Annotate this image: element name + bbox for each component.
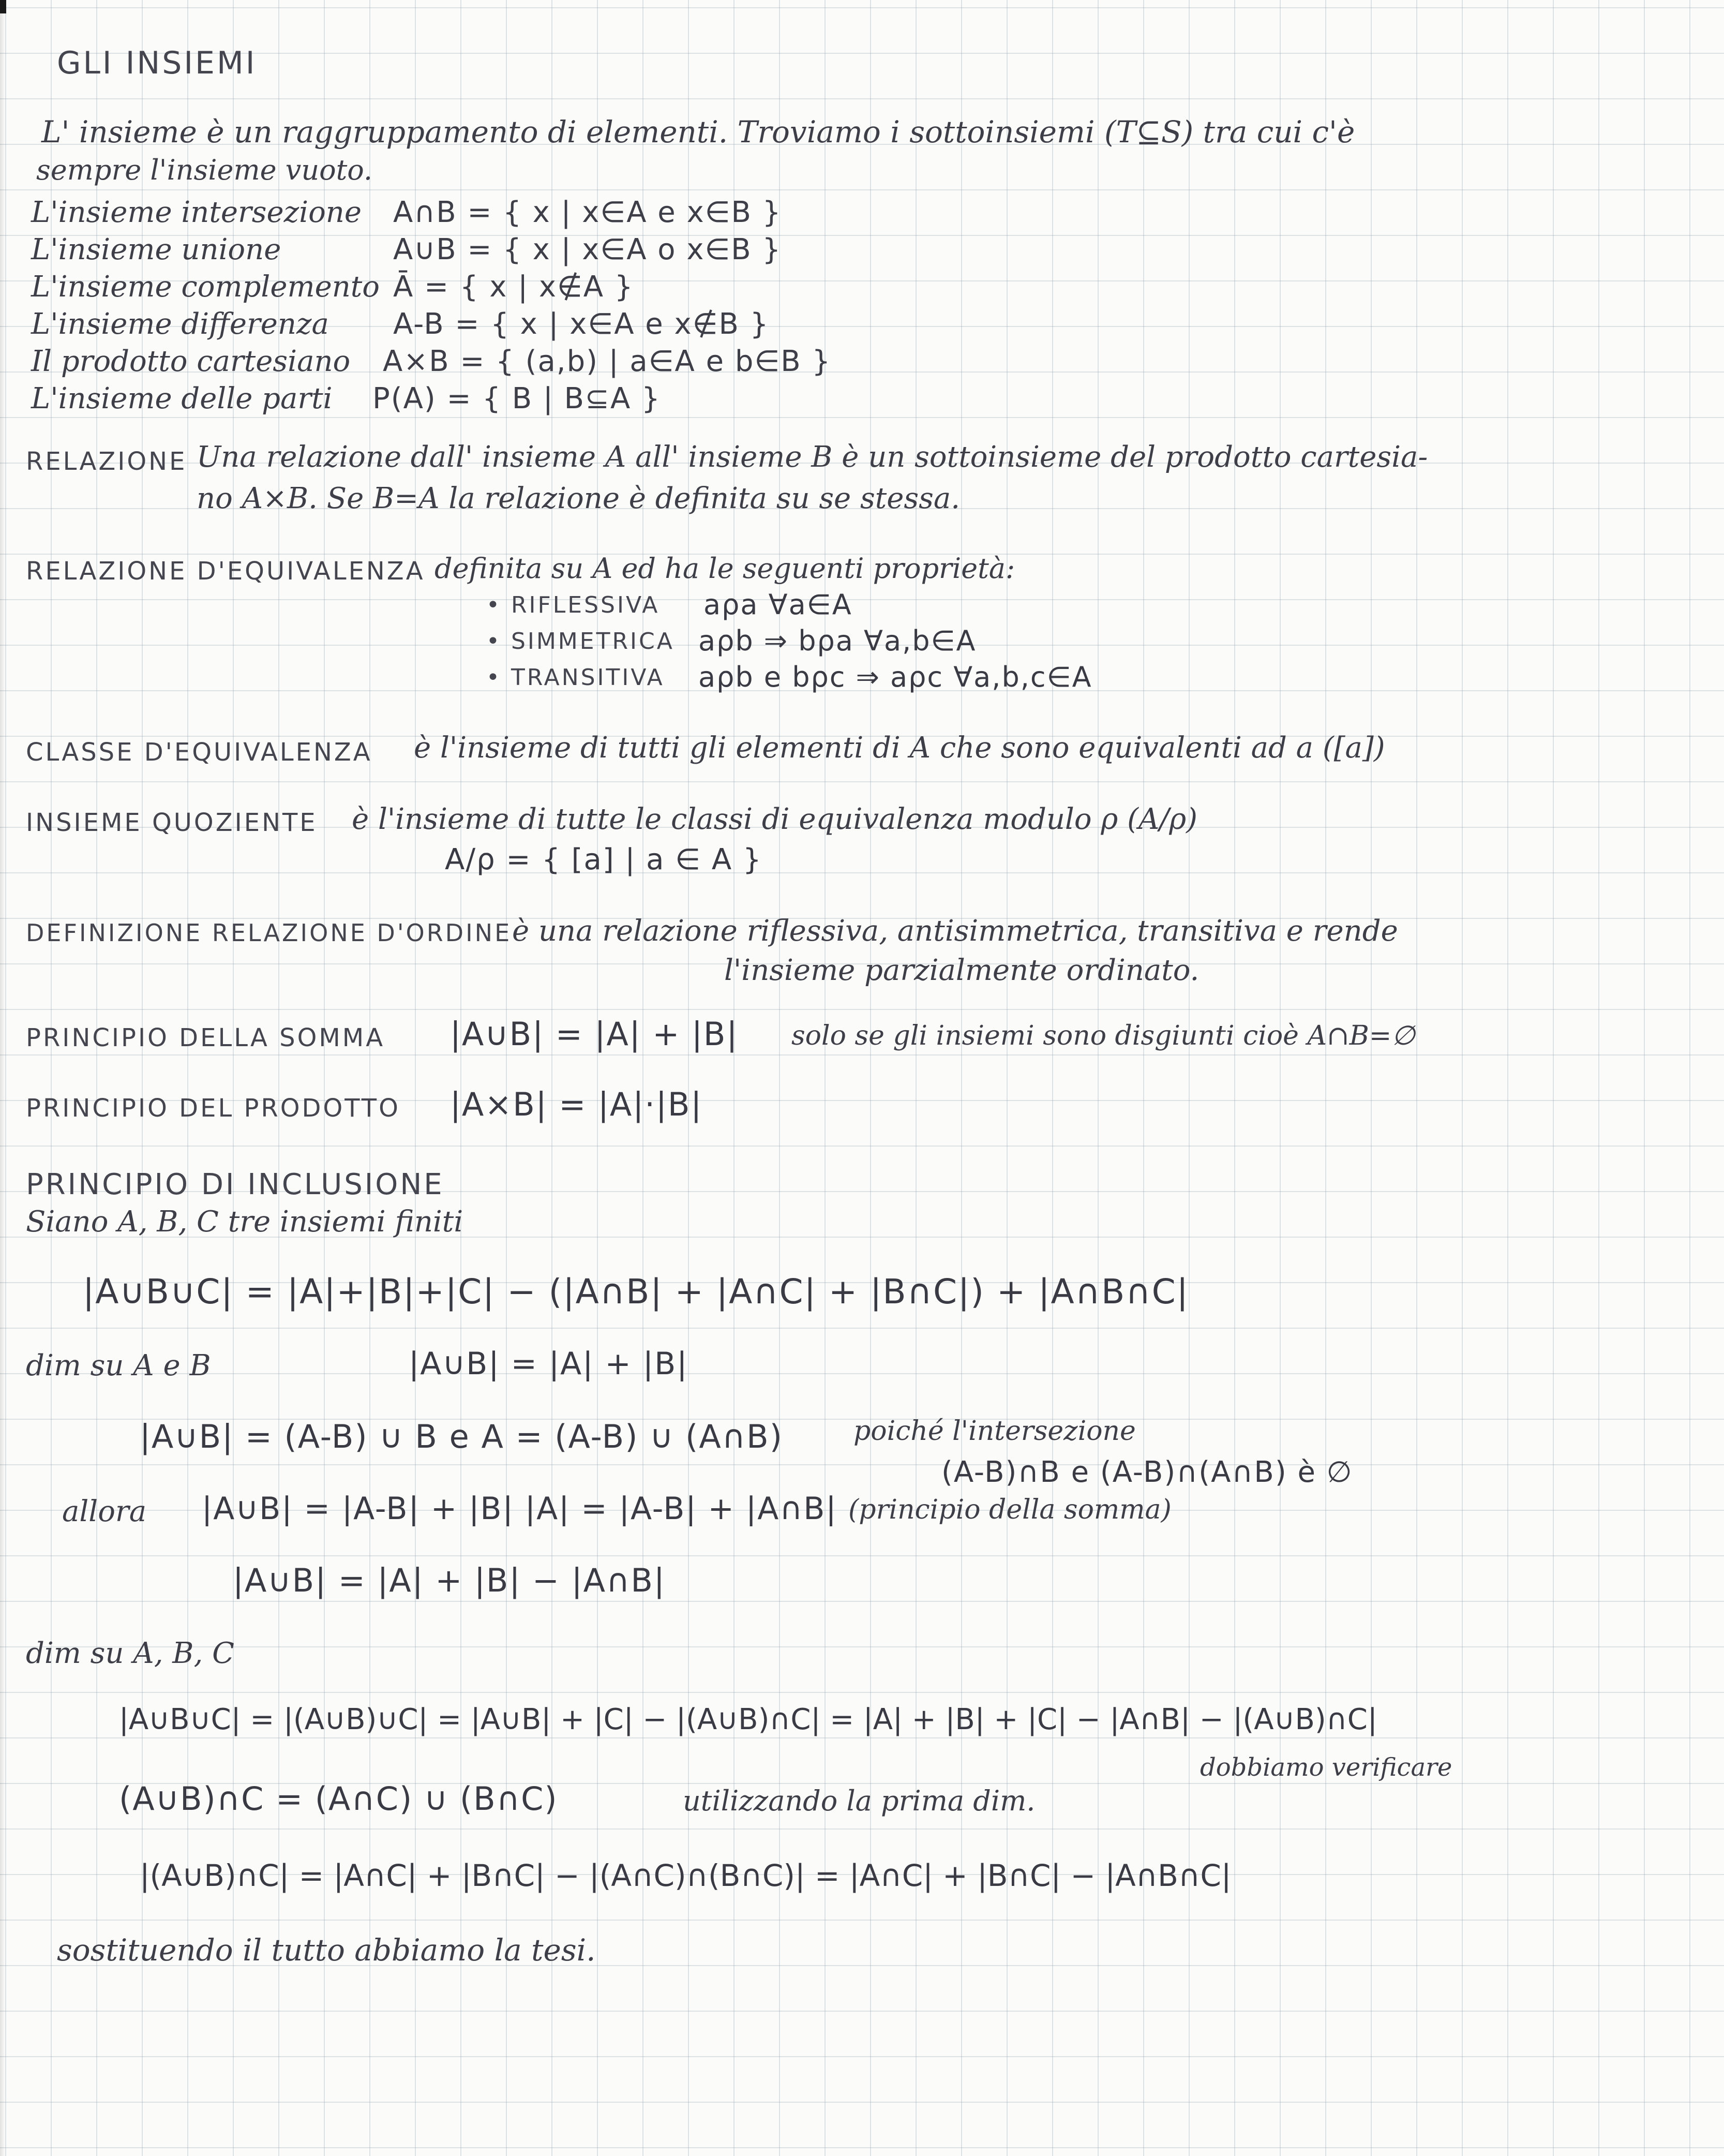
relazione-line-1: Una relazione dall' insieme A all' insieme B è un sottoinsieme del prodotto cartesia- <box>197 440 1428 474</box>
quoziente-formula: A/ρ = { [a] | a ∈ A } <box>445 843 762 876</box>
ordine-line-2: l'insieme parzialmente ordinato. <box>724 954 1200 987</box>
proof-abc-line-1: |A∪B∪C| = |(A∪B)∪C| = |A∪B| + |C| − |(A∪B)∩C| = |A| + |B| + |C| − |A∩B| − |(A∪B)∩C| <box>119 1703 1377 1736</box>
equivalenza-heading: RELAZIONE D'EQUIVALENZA <box>26 557 425 586</box>
property-name: • TRANSITIVA <box>486 664 665 691</box>
definition-formula: A×B = { (a,b) | a∈A e b∈B } <box>383 345 832 378</box>
scan-edge-shadow <box>0 0 5 2156</box>
property-name: • SIMMETRICA <box>486 628 674 655</box>
ordine-line-1: è una relazione riflessiva, antisimmetrica, transitiva e rende <box>512 914 1398 948</box>
definition-formula: A∪B = { x | x∈A o x∈B } <box>393 233 782 266</box>
intro-line-1: L' insieme è un raggruppamento di elementi. Troviamo i sottoinsiemi (T⊆S) tra cui c'è <box>41 114 1355 150</box>
proof-ab-note-2: (A-B)∩B e (A-B)∩(A∩B) è ∅ <box>941 1455 1353 1489</box>
definition-name: L'insieme delle parti <box>31 382 333 415</box>
somma-heading: PRINCIPIO DELLA SOMMA <box>26 1023 385 1052</box>
proof-ab-note-1: poiché l'intersezione <box>853 1416 1136 1447</box>
definition-name: L'insieme complemento <box>31 270 380 304</box>
inclusione-heading: PRINCIPIO DI INCLUSIONE <box>26 1168 444 1201</box>
proof-abc-note: dobbiamo verificare <box>1200 1753 1452 1782</box>
definition-name: L'insieme differenza <box>31 307 329 341</box>
definition-name: L'insieme intersezione <box>31 196 362 229</box>
scan-corner-mark <box>0 0 6 13</box>
intro-line-2: sempre l'insieme vuoto. <box>36 154 373 186</box>
proof-abc-line-2: (A∪B)∩C = (A∩C) ∪ (B∩C) <box>119 1780 558 1818</box>
proof-ab-line-2: |A∪B| = |A-B| + |B| |A| = |A-B| + |A∩B| <box>202 1491 837 1527</box>
property-rule: aρb e bρc ⇒ aρc ∀a,b,c∈A <box>698 661 1092 693</box>
definition-name: L'insieme unione <box>31 233 281 266</box>
quoziente-text: è l'insieme di tutte le classi di equivalenza modulo ρ (A/ρ) <box>352 802 1197 836</box>
definition-name: Il prodotto cartesiano <box>31 345 351 378</box>
classe-text: è l'insieme di tutti gli elementi di A che sono equivalenti ad a ([a]) <box>414 731 1385 765</box>
proof-ab-allora: allora <box>62 1495 147 1528</box>
relazione-line-2: no A×B. Se B=A la relazione è definita su se stessa. <box>197 482 961 515</box>
inclusione-formula: |A∪B∪C| = |A|+|B|+|C| − (|A∩B| + |A∩C| + |B∩C|) + |A∩B∩C| <box>83 1272 1189 1312</box>
prodotto-formula: |A×B| = |A|·|B| <box>450 1086 703 1123</box>
inclusione-intro: Siano A, B, C tre insiemi finiti <box>26 1205 463 1239</box>
equivalenza-text: definita su A ed ha le seguenti proprietà: <box>434 552 1015 585</box>
prodotto-heading: PRINCIPIO DEL PRODOTTO <box>26 1094 400 1123</box>
quoziente-heading: INSIEME QUOZIENTE <box>26 808 318 837</box>
definition-formula: A-B = { x | x∈A e x∉B } <box>393 307 770 341</box>
property-rule: aρa ∀a∈A <box>703 588 852 621</box>
somma-formula: |A∪B| = |A| + |B| <box>450 1015 739 1053</box>
ordine-heading: DEFINIZIONE RELAZIONE D'ORDINE <box>26 919 512 947</box>
somma-note: solo se gli insiemi sono disgiunti cioè A∩B=∅ <box>791 1020 1415 1051</box>
proof-abc-line-2-note: utilizzando la prima dim. <box>683 1785 1036 1817</box>
proof-abc-closing: sostituendo il tutto abbiamo la tesi. <box>57 1932 596 1968</box>
property-name: • RIFLESSIVA <box>486 592 660 618</box>
proof-abc-label: dim su A, B, C <box>26 1637 234 1670</box>
property-rule: aρb ⇒ bρa ∀a,b∈A <box>698 625 977 657</box>
relazione-heading: RELAZIONE <box>26 447 187 476</box>
proof-ab-note-3: (principio della somma) <box>848 1494 1172 1525</box>
classe-heading: CLASSE D'EQUIVALENZA <box>26 738 372 767</box>
page-title: GLI INSIEMI <box>57 45 257 81</box>
proof-ab-line-1: |A∪B| = (A-B) ∪ B e A = (A-B) ∪ (A∩B) <box>140 1418 783 1455</box>
proof-ab-label: dim su A e B <box>26 1349 211 1382</box>
proof-ab-goal: |A∪B| = |A| + |B| <box>409 1346 688 1382</box>
definition-formula: P(A) = { B | B⊆A } <box>372 382 661 415</box>
definition-formula: Ā = { x | x∉A } <box>393 270 634 304</box>
definition-formula: A∩B = { x | x∈A e x∈B } <box>393 196 782 229</box>
proof-abc-line-3: |(A∪B)∩C| = |A∩C| + |B∩C| − |(A∩C)∩(B∩C)| = |A∩C| + |B∩C| − |A∩B∩C| <box>140 1858 1232 1893</box>
proof-ab-result: |A∪B| = |A| + |B| − |A∩B| <box>233 1562 666 1599</box>
